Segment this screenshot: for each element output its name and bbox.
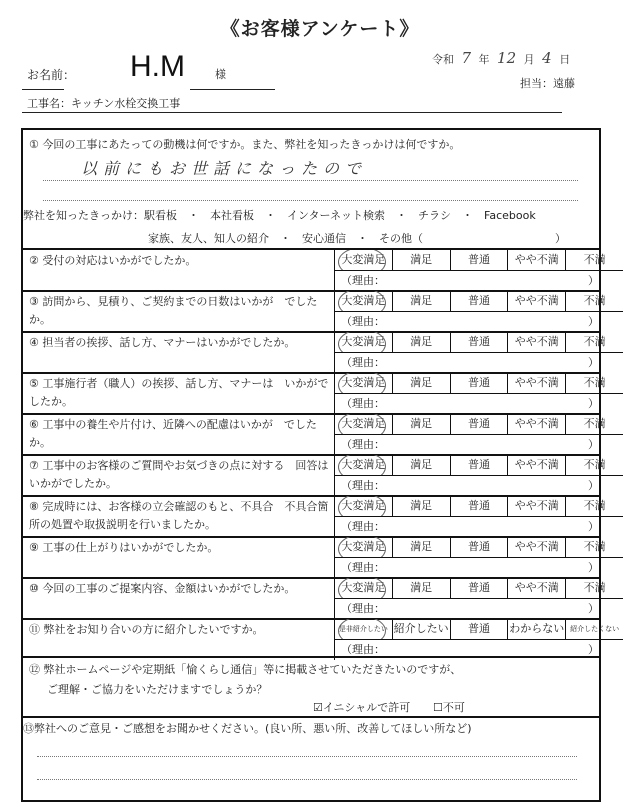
reason-label: （理由： — [341, 397, 385, 410]
reason-close: ） — [588, 520, 599, 533]
rating-option[interactable]: 普通 — [450, 332, 508, 352]
rating-options — [334, 496, 623, 517]
reason-label: （理由： — [341, 479, 385, 492]
reason-label: （理由： — [341, 274, 385, 287]
question-text: ④ 担当者の挨拶、話し方、マナーはいかがでしたか。 — [29, 336, 296, 349]
question-text: ⑧ 完成時には、お客様の立会確認のもと、不具合 不具合箇所の処置や取扱説明を行いましたか。 — [29, 500, 329, 531]
rating-option[interactable]: やや不満 — [507, 537, 565, 557]
question-text: ⑨ 工事の仕上がりはいかがでしたか。 — [29, 541, 219, 554]
question-text: ⑩ 今回の工事のご提案内容、金額はいかがでしたか。 — [29, 582, 296, 595]
answer-line — [43, 200, 578, 202]
rating-option[interactable]: 大変満足 — [334, 373, 392, 393]
reason-close: ） — [588, 438, 599, 451]
question-text: ② 受付の対応はいかがでしたか。 — [29, 254, 197, 267]
date-month-unit: 月 — [523, 53, 535, 66]
date-year-unit: 年 — [478, 53, 490, 66]
form-title: 《お客様アンケート》 — [220, 18, 420, 40]
reason-field[interactable] — [334, 599, 623, 619]
reason-label: （理由： — [341, 643, 385, 656]
rating-option[interactable]: 満足 — [392, 455, 450, 475]
reason-label: （理由： — [341, 315, 385, 328]
rating-option[interactable]: 普通 — [450, 373, 508, 393]
rating-option[interactable]: 不満 — [565, 291, 623, 311]
date-day-unit: 日 — [559, 53, 571, 66]
rating-option[interactable]: 満足 — [392, 578, 450, 598]
rating-options — [334, 332, 623, 353]
rating-option[interactable]: 紹介したくない — [565, 619, 623, 639]
q1-answer[interactable]: 以前にもお世話になったので — [81, 159, 368, 178]
rating-option[interactable]: 普通 — [450, 455, 508, 475]
rating-option[interactable]: 不満 — [565, 414, 623, 434]
rating-group — [334, 455, 623, 496]
q1-source-line1: 弊社を知ったきっかけ：駅看板 ・ 本社看板 ・ インターネット検索 ・ チラシ ・ Facebook — [23, 209, 536, 222]
rating-option[interactable]: 満足 — [392, 537, 450, 557]
rating-group — [334, 373, 623, 414]
honorific: 様 — [215, 68, 226, 81]
rating-option[interactable]: 普通 — [450, 250, 508, 270]
date-day: 4 — [542, 49, 552, 67]
rating-option[interactable]: 不満 — [565, 373, 623, 393]
rating-option[interactable]: やや不満 — [507, 496, 565, 516]
date-month: 12 — [497, 49, 517, 67]
rating-options — [334, 578, 623, 599]
rating-option[interactable]: 不満 — [565, 250, 623, 270]
rating-option[interactable]: 満足 — [392, 250, 450, 270]
rating-options — [334, 373, 623, 394]
reason-close: ） — [588, 602, 599, 615]
reason-field[interactable] — [334, 435, 623, 455]
rating-option[interactable]: 大変満足 — [334, 537, 392, 557]
q1-source-line2: 家族、友人、知人の紹介 ・ 安心通信 ・ その他（ ） — [148, 232, 566, 245]
reason-label: （理由： — [341, 520, 385, 533]
answer-line — [43, 180, 578, 182]
rating-group — [334, 250, 623, 291]
reason-close: ） — [588, 356, 599, 369]
staff-name: 担当：遠藤 — [520, 77, 575, 90]
reason-close: ） — [588, 479, 599, 492]
rating-options — [334, 537, 623, 558]
reason-field[interactable] — [334, 558, 623, 578]
rating-group — [334, 291, 623, 332]
rating-option[interactable]: 普通 — [450, 291, 508, 311]
reason-field[interactable] — [334, 271, 623, 291]
rating-option[interactable]: 満足 — [392, 291, 450, 311]
project-underline — [22, 112, 562, 113]
date-year: 7 — [461, 49, 472, 67]
rating-option[interactable]: わからない — [507, 619, 565, 639]
reason-field[interactable] — [334, 394, 623, 414]
rating-option[interactable]: やや不満 — [507, 332, 565, 352]
rating-options — [334, 414, 623, 435]
rating-group — [334, 619, 623, 660]
reason-close: ） — [588, 643, 599, 656]
question-text: ⑦ 工事中のお客様のご質問やお気づきの点に対する 回答はいかがでしたか。 — [29, 459, 329, 490]
rating-option[interactable]: 満足 — [392, 373, 450, 393]
rating-option[interactable]: 普通 — [450, 414, 508, 434]
reason-field[interactable] — [334, 312, 623, 332]
q13-question: ⑬弊社へのご意見・ご感想をお聞かせください。(良い所、悪い所、改善してほしい所など) — [23, 722, 472, 735]
rating-option[interactable]: やや不満 — [507, 291, 565, 311]
rating-option[interactable]: 大変満足 — [334, 414, 392, 434]
rating-option[interactable]: 大変満足 — [334, 291, 392, 311]
rating-group — [334, 578, 623, 619]
q12-line1: ⑫ 弊社ホームページや定期紙「愉くらし通信」等に掲載させていただきたいのですが、 — [29, 663, 462, 676]
date-era: 令和 — [432, 53, 454, 66]
question-text: ⑥ 工事中の養生や片付け、近隣への配慮はいかが でしたか。 — [29, 418, 317, 449]
q12-option-no[interactable]: ☐不可 — [433, 701, 465, 714]
survey-box — [21, 128, 620, 802]
rating-option[interactable]: 大変満足 — [334, 455, 392, 475]
divider — [23, 656, 599, 658]
project-name: 工事名：キッチン水栓交換工事 — [27, 97, 181, 110]
question-text: ⑪ 弊社をお知り合いの方に紹介したいですか。 — [29, 623, 264, 636]
rating-option[interactable]: 満足 — [392, 414, 450, 434]
reason-close: ） — [588, 315, 599, 328]
rating-option[interactable]: やや不満 — [507, 455, 565, 475]
question-text: ⑤ 工事施行者（職人）の挨拶、話し方、マナーは いかがでしたか。 — [29, 377, 329, 408]
rating-group — [334, 414, 623, 455]
rating-option[interactable]: 大変満足 — [334, 496, 392, 516]
rating-option[interactable]: 不満 — [565, 496, 623, 516]
reason-label: （理由： — [341, 561, 385, 574]
reason-label: （理由： — [341, 356, 385, 369]
rating-option[interactable]: やや不満 — [507, 578, 565, 598]
name-underline — [190, 89, 275, 90]
rating-options — [334, 250, 623, 271]
question-text: ③ 訪問から、見積り、ご契約までの日数はいかが でしたか。 — [29, 295, 318, 326]
q12-line2: ご理解・ご協力をいただけますでしょうか？ — [47, 683, 268, 696]
rating-options — [334, 455, 623, 476]
rating-option[interactable]: 普通 — [450, 496, 508, 516]
rating-option[interactable]: 不満 — [565, 537, 623, 557]
q1-question: ① 今回の工事にあたっての動機は何ですか。また、弊社を知ったきっかけは何ですか。 — [29, 138, 461, 151]
rating-option[interactable]: 普通 — [450, 619, 508, 639]
rating-group — [334, 537, 623, 578]
rating-options — [334, 291, 623, 312]
date — [432, 49, 570, 67]
rating-option[interactable]: 普通 — [450, 578, 508, 598]
answer-line — [37, 779, 577, 781]
rating-group — [334, 496, 623, 537]
answer-line — [37, 756, 577, 758]
rating-option[interactable]: やや不満 — [507, 414, 565, 434]
name-underline — [22, 89, 64, 90]
rating-option[interactable]: 満足 — [392, 496, 450, 516]
reason-field[interactable] — [334, 517, 623, 537]
divider — [23, 716, 599, 718]
name-label: お名前： — [27, 68, 76, 82]
reason-close: ） — [588, 274, 599, 287]
rating-option[interactable]: 不満 — [565, 332, 623, 352]
reason-close: ） — [588, 397, 599, 410]
rating-option[interactable]: 満足 — [392, 332, 450, 352]
rating-option[interactable]: 紹介したい — [392, 619, 450, 639]
reason-label: （理由： — [341, 602, 385, 615]
reason-field[interactable] — [334, 476, 623, 496]
rating-option[interactable]: 大変満足 — [334, 332, 392, 352]
reason-label: （理由： — [341, 438, 385, 451]
rating-option[interactable]: 大変満足 — [334, 250, 392, 270]
reason-field[interactable] — [334, 353, 623, 373]
q12-option-initials[interactable]: ☑イニシャルで許可 — [313, 701, 411, 714]
rating-options — [334, 619, 623, 640]
rating-option[interactable]: 是非紹介したい — [334, 619, 392, 639]
customer-name: H.M — [130, 50, 185, 83]
rating-group — [334, 332, 623, 373]
rating-option[interactable]: やや不満 — [507, 373, 565, 393]
rating-option[interactable]: やや不満 — [507, 250, 565, 270]
rating-option[interactable]: 普通 — [450, 537, 508, 557]
rating-option[interactable]: 不満 — [565, 455, 623, 475]
rating-option[interactable]: 大変満足 — [334, 578, 392, 598]
reason-close: ） — [588, 561, 599, 574]
rating-option[interactable]: 不満 — [565, 578, 623, 598]
